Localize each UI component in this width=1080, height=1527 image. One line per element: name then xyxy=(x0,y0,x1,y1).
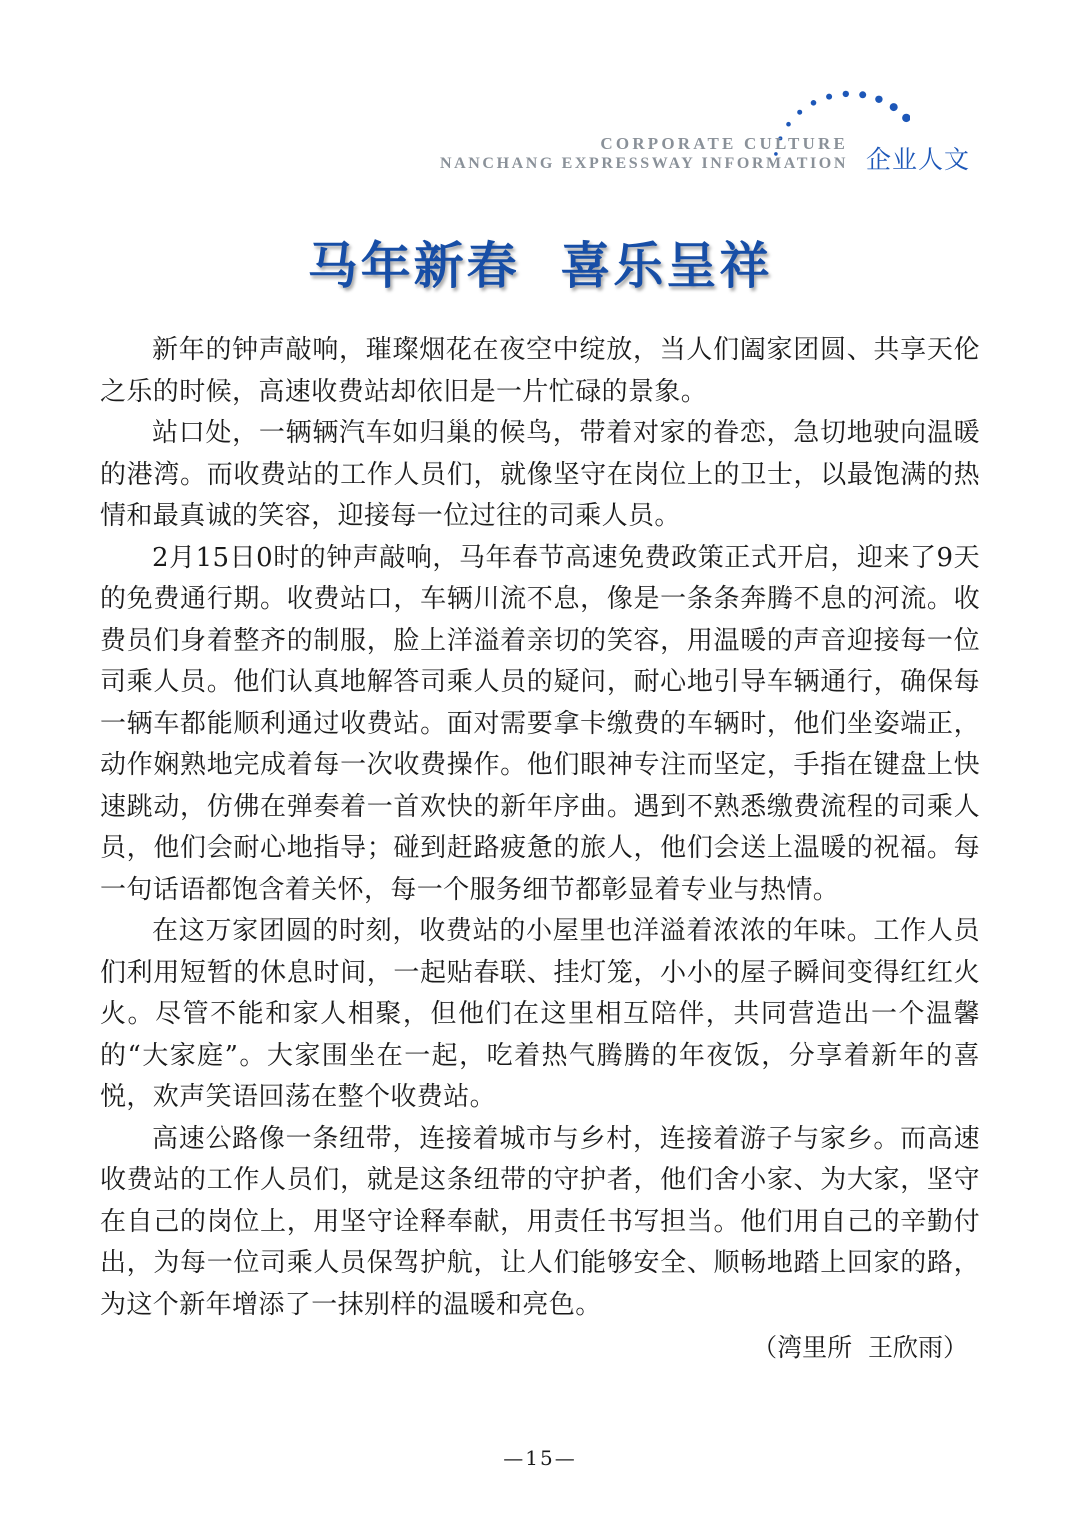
arc-dot xyxy=(902,114,910,122)
arc-dot xyxy=(786,122,791,127)
arc-dot xyxy=(859,91,866,98)
section-chinese-title: 企业人文 xyxy=(866,145,971,174)
arc-dot xyxy=(890,103,898,111)
page-header xyxy=(0,0,1080,190)
article-title: 马年新春 喜乐呈祥 xyxy=(307,236,773,295)
page-number: —15— xyxy=(503,1446,577,1470)
author-signature: （湾里所 王欣雨） xyxy=(752,1333,968,1362)
arc-dot xyxy=(797,110,802,115)
article-paragraph: 新年的钟声敲响，璀璨烟花在夜空中绽放，当人们阖家团圆、共享天伦之乐的时候，高速收费站却依旧是一片忙碌的景象。 xyxy=(100,335,980,407)
article-paragraph: 站口处，一辆辆汽车如归巢的候鸟，带着对家的眷恋，急切地驶向温暖的港湾。而收费站的工作人员们，就像坚守在岗位上的卫士，以最饱满的热情和最真诚的笑容，迎接每一位过往的司乘人员。 xyxy=(100,418,980,531)
publication-english-name: NANCHANG EXPRESSWAY INFORMATION xyxy=(439,155,848,172)
arc-dot xyxy=(843,91,849,97)
section-english-title: CORPORATE CULTURE xyxy=(600,134,848,153)
article-paragraph: 在这万家团圆的时刻，收费站的小屋里也洋溢着浓浓的年味。工作人员们利用短暂的休息时间，一起贴春联、挂灯笼，小小的屋子瞬间变得红红火火。尽管不能和家人相聚，但他们在这里相互陪伴，共同营造出一个温馨的“大家庭”。大家围坐在一起，吃着热气腾腾的年夜饭，分享着新年的喜悦，欢声笑语回荡在整个收费站。 xyxy=(100,916,980,1112)
article-body xyxy=(100,330,980,1326)
arc-dot xyxy=(811,100,817,106)
arc-dot xyxy=(826,94,832,100)
arc-dot xyxy=(875,96,882,103)
article-paragraph: 2月15日0时的钟声敲响，马年春节高速免费政策正式开启，迎来了9天的免费通行期。收费站口，车辆川流不息，像是一条条奔腾不息的河流。收费员们身着整齐的制服，脸上洋溢着亲切的笑容，用温暖的声音迎接每一位司乘人员。他们认真地解答司乘人员的疑问，耐心地引导车辆通行，确保每一辆车都能顺利通过收费站。面对需要拿卡缴费的车辆时，他们坐姿端正，动作娴熟地完成着每一次收费操作。他们眼神专注而坚定，手指在键盘上快速跳动，仿佛在弹奏着一首欢快的新年序曲。遇到不熟悉缴费流程的司乘人员，他们会耐心地指导；碰到赶路疲惫的旅人，他们会送上温暖的祝福。每一句话语都饱含着关怀，每一个服务细节都彰显着专业与热情。 xyxy=(100,542,980,905)
article-paragraph: 高速公路像一条纽带，连接着城市与乡村，连接着游子与家乡。而高速收费站的工作人员们，就是这条纽带的守护者，他们舍小家、为大家，坚守在自己的岗位上，用坚守诠释奉献，用责任书写担当。他们用自己的辛勤付出，为每一位司乘人员保驾护航，让人们能够安全、顺畅地踏上回家的路，为这个新年增添了一抹别样的温暖和亮色。 xyxy=(100,1123,980,1320)
